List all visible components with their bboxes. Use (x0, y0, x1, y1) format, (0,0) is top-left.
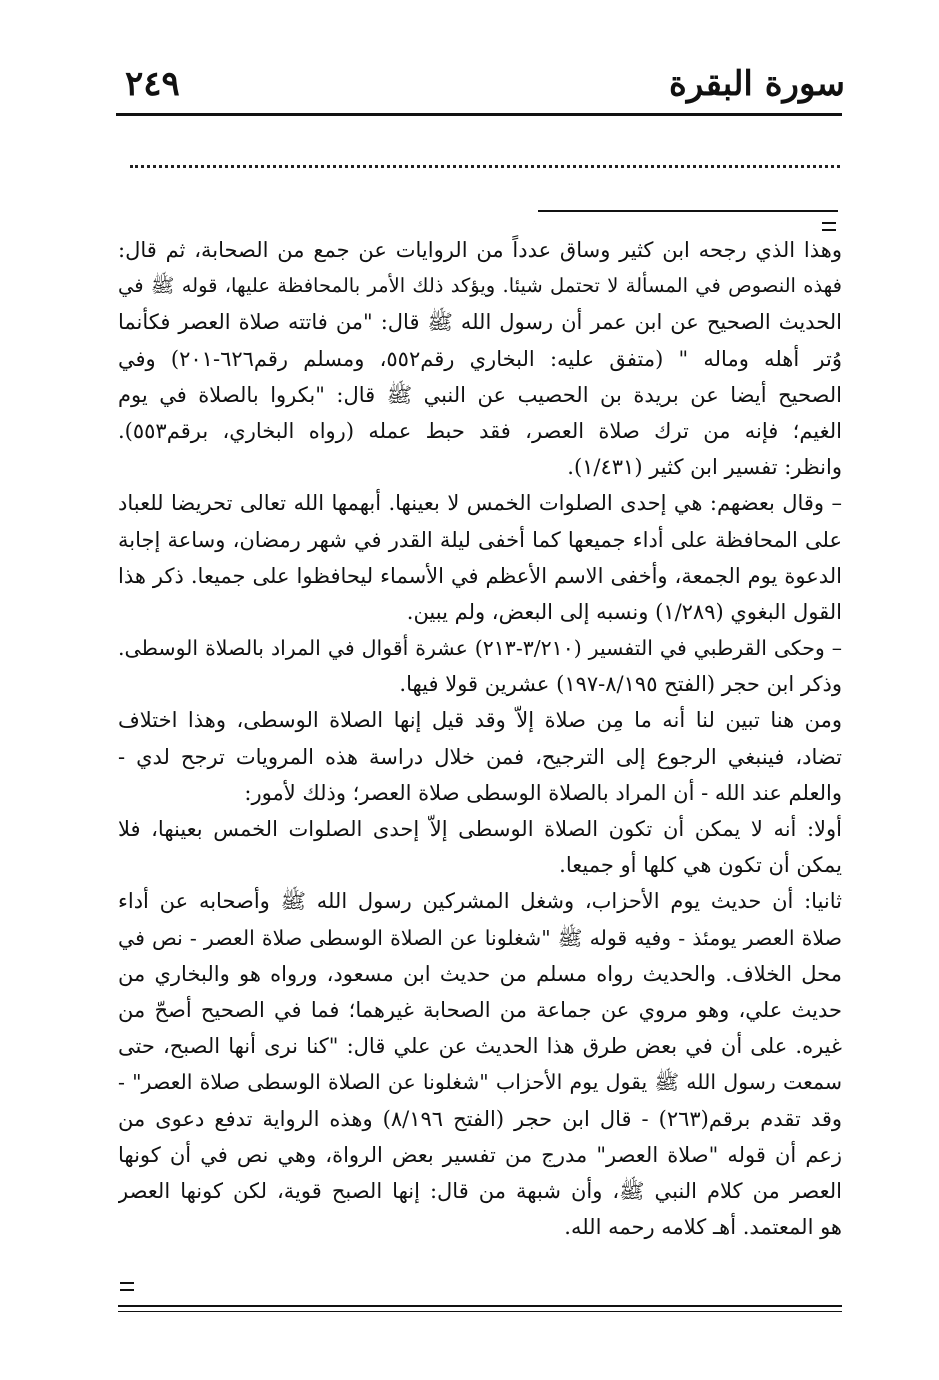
text-line: محل الخلاف. والحديث رواه مسلم من حديث ابن مسعود، ورواه هو والبخاري من (118, 961, 842, 986)
text-line: تضاد، فينبغي الرجوع إلى الترجيح، فمن خلال دراسة هذه المرويات ترجح لدي - (118, 744, 842, 769)
text-line: سمعت رسول الله ﷺ يقول يوم الأحزاب "شغلونا عن الصلاة الوسطى صلاة العصر" - (118, 1070, 842, 1095)
bottom-rule (118, 1305, 842, 1307)
header-rule (116, 113, 842, 116)
text-line: فهذه النصوص في المسألة لا تحتمل شيئا. ويؤكد ذلك الأمر بالمحافظة عليها، قوله ﷺ في (118, 274, 842, 298)
footnote-marker-bottom (120, 1282, 134, 1291)
text-line: وُتر أهله وماله " (متفق عليه: البخاري رقم٥٥٢، ومسلم رقم٦٢٦-٢٠١) وفي (118, 346, 842, 371)
page-number: ٢٤٩ (125, 64, 180, 104)
dotted-separator (130, 155, 840, 168)
text-line: الغيم؛ فإنه من ترك صلاة العصر، فقد حبط عمله (رواه البخاري، برقم٥٥٣). (118, 418, 842, 443)
text-line: ثانيا: أن حديث يوم الأحزاب، وشغل المشركين رسول الله ﷺ وأصحابه عن أداء (118, 889, 842, 914)
text-line: وقد تقدم برقم(٢٦٣) - قال ابن حجر (الفتح ٨/١٩٦) وهذه الرواية تدفع دعوى من (118, 1106, 842, 1131)
text-line: هو المعتمد. أهـ كلامه رحمه الله. (564, 1215, 842, 1240)
text-line: الدعوة يوم الجمعة، وأخفى الاسم الأعظم في الأسماء ليحافظوا على جميعا. ذكر هذا (118, 563, 842, 588)
text-line: غيره. على أن في بعض طرق هذا الحديث عن علي قال: "كنا نرى أنها الصبح، حتى (118, 1034, 842, 1059)
text-line: – وحكى القرطبي في التفسير (٣/٢١٠-٢١٣) عشرة أقوال في المراد بالصلاة الوسطى. (118, 636, 842, 661)
text-line: ومن هنا تبين لنا أنه ما مِن صلاة إلاّ وقد قيل إنها الصلاة الوسطى، وهذا اختلاف (118, 708, 842, 733)
text-line: وانظر: تفسير ابن كثير (١/٤٣١). (567, 455, 842, 480)
text-line: حديث علي، وهو مروي عن جماعة من الصحابة غيرهما؛ فما في الصحيح أصحّ من (118, 997, 842, 1022)
text-line: أولا: أنه لا يمكن أن تكون الصلاة الوسطى إلاّ إحدى الصلوات الخمس بعينها، فلا (118, 817, 842, 841)
text-line: وذكر ابن حجر (الفتح ٨/١٩٥-١٩٧) عشرين قولا فيها. (399, 672, 842, 697)
text-line: يمكن أن تكون هي كلها أو جميعا. (559, 853, 842, 878)
page-header (115, 62, 845, 112)
text-line: والعلم عند الله - أن المراد بالصلاة الوسطى صلاة العصر؛ وذلك لأمور: (244, 780, 842, 805)
bottom-rule-thin (118, 1311, 842, 1312)
footnote-text (118, 232, 842, 1245)
footnote-marker-top (822, 222, 836, 231)
text-line: – وقال بعضهم: هي إحدى الصلوات الخمس لا بعينها. أبهمها الله تعالى تحريضا للعباد (118, 491, 842, 516)
text-line: وهذا الذي رجحه ابن كثير وساق عدداً من الروايات عن جمع من الصحابة، ثم قال: (118, 238, 842, 262)
text-line: العصر من كلام النبي ﷺ، وأن شبهة من قال: إنها الصبح قوية، لكن كونها العصر (118, 1178, 842, 1203)
text-line: على المحافظة على أداء جميعها كما أخفى ليلة القدر في شهر رمضان، وساعة إجابة (118, 527, 842, 552)
footnote-rule (538, 210, 838, 212)
text-line: القول البغوي (١/٢٨٩) ونسبه إلى البعض، ولم يبين. (406, 599, 842, 624)
running-title: سورة البقرة (669, 64, 845, 104)
text-line: صلاة العصر يومئذ - وفيه قوله ﷺ "شغلونا عن الصلاة الوسطى صلاة العصر - نص في (118, 925, 842, 950)
text-line: زعم أن قوله "صلاة العصر" مدرج من تفسير بعض الرواة، وهي نص في أن كونها (118, 1142, 842, 1167)
text-line: الصحيح أيضا عن بريدة بن الحصيب عن النبي ﷺ قال: "بكروا بالصلاة في يوم (118, 382, 842, 407)
text-line: الحديث الصحيح عن ابن عمر أن رسول الله ﷺ قال: "من فاتته صلاة العصر فكأنما (118, 310, 842, 335)
